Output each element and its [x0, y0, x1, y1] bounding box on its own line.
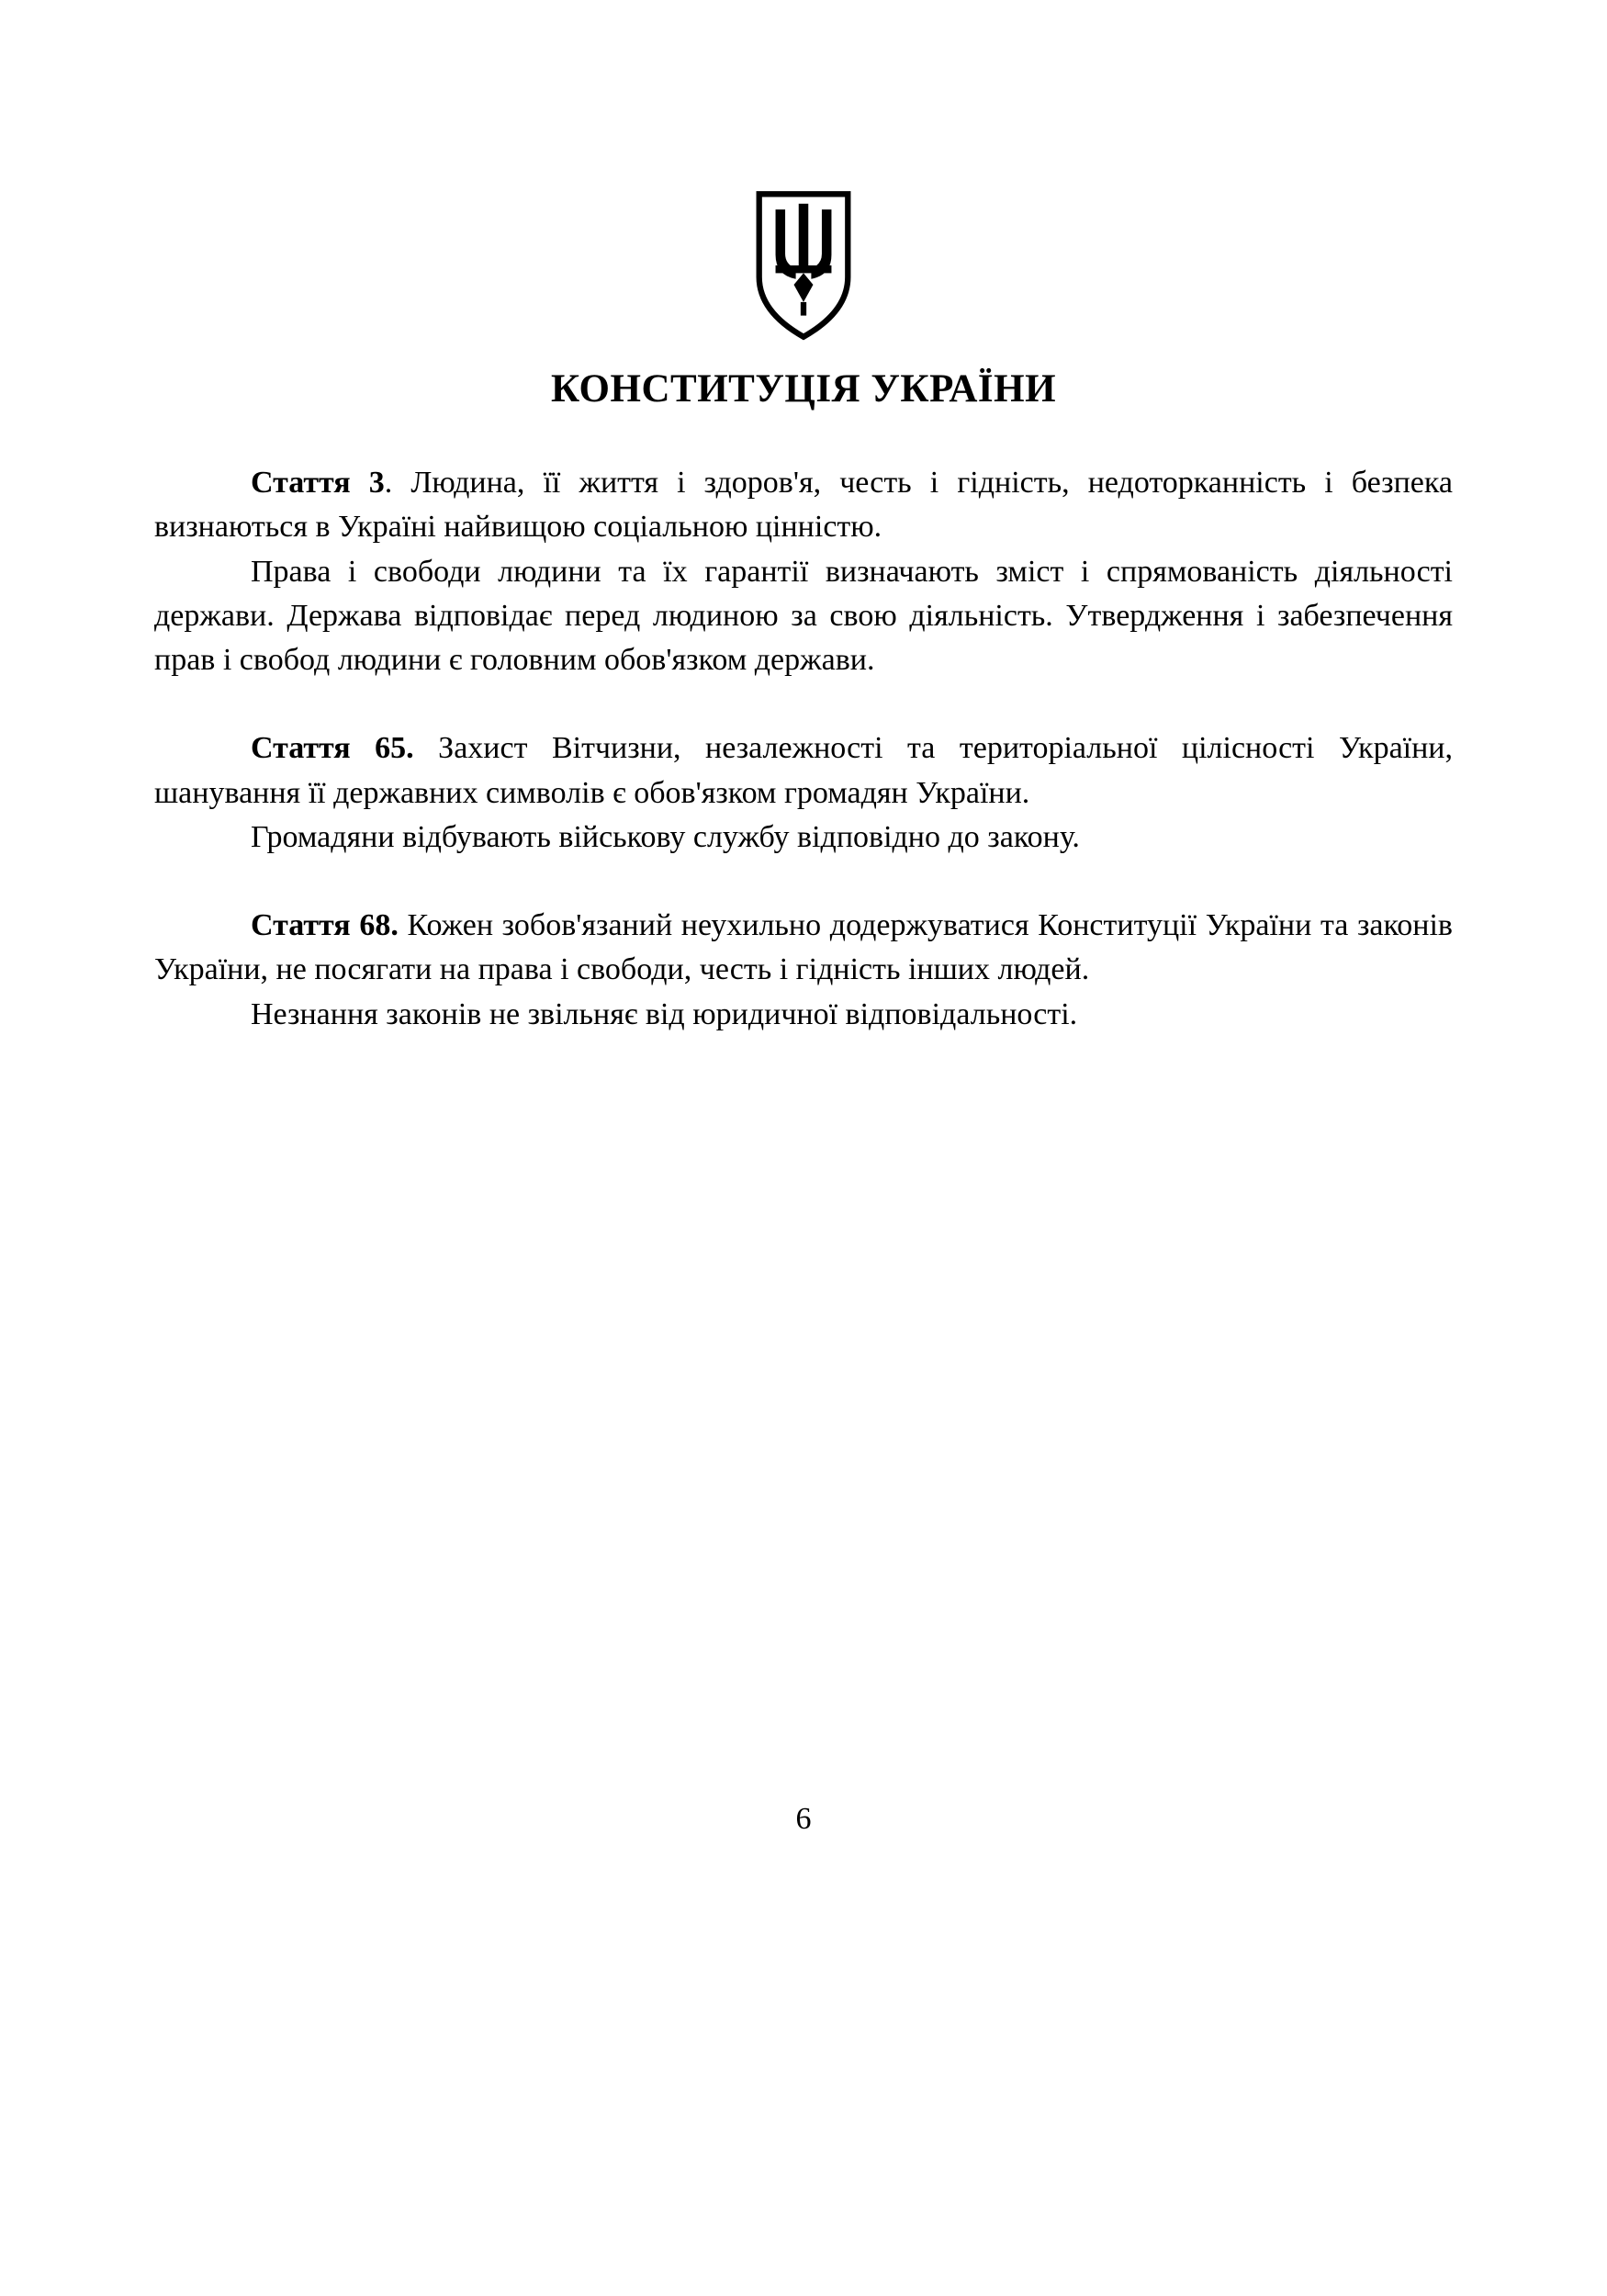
page-number: 6	[795, 1802, 812, 1836]
article-3	[154, 461, 1453, 682]
article-3-paragraph-2	[154, 550, 1453, 683]
article-65-text-2: Громадяни відбувають військову службу відповідно до закону.	[251, 819, 1080, 854]
article-68-text-2: Незнання законів не звільняє від юридичної відповідальності.	[251, 996, 1078, 1031]
article-65	[154, 726, 1453, 860]
article-68-label: Стаття 68.	[251, 908, 399, 943]
article-3-label: Стаття 3	[251, 466, 385, 500]
article-65-paragraph-2	[154, 816, 1453, 860]
article-65-text-1: Захист Вітчизни, незалежності та територіальної цілісності України, шанування її державних символів є обов'язком громадян України.	[154, 731, 1453, 810]
article-68-text-1: Кожен зобов'язаний неухильно додержуватися Конституції України та законів України, не посягати на права і свободи, честь і гідність інших людей.	[154, 908, 1453, 987]
article-68-paragraph-2	[154, 993, 1453, 1037]
article-3-paragraph-1	[154, 461, 1453, 550]
article-3-text-2: Права і свободи людини та їх гарантії визначають зміст і спрямованість діяльності держави. Держава відповідає перед людиною за свою діяльність. Утвердження і забезпечення прав і свобод людини є головним обов'язком держави.	[154, 554, 1453, 678]
document-title: КОНСТИТУЦІЯ УКРАЇНИ	[550, 367, 1057, 411]
article-68-paragraph-1	[154, 904, 1453, 993]
article-65-label: Стаття 65.	[251, 731, 414, 766]
article-68	[154, 904, 1453, 1037]
article-65-paragraph-1	[154, 726, 1453, 816]
document-body	[154, 461, 1453, 1037]
ukraine-coat-of-arms-icon	[743, 188, 864, 343]
article-3-text-1: . Людина, її життя і здоров'я, честь і гідність, недоторканність і безпека визнаються в Україні найвищою соціальною цінністю.	[154, 466, 1453, 545]
